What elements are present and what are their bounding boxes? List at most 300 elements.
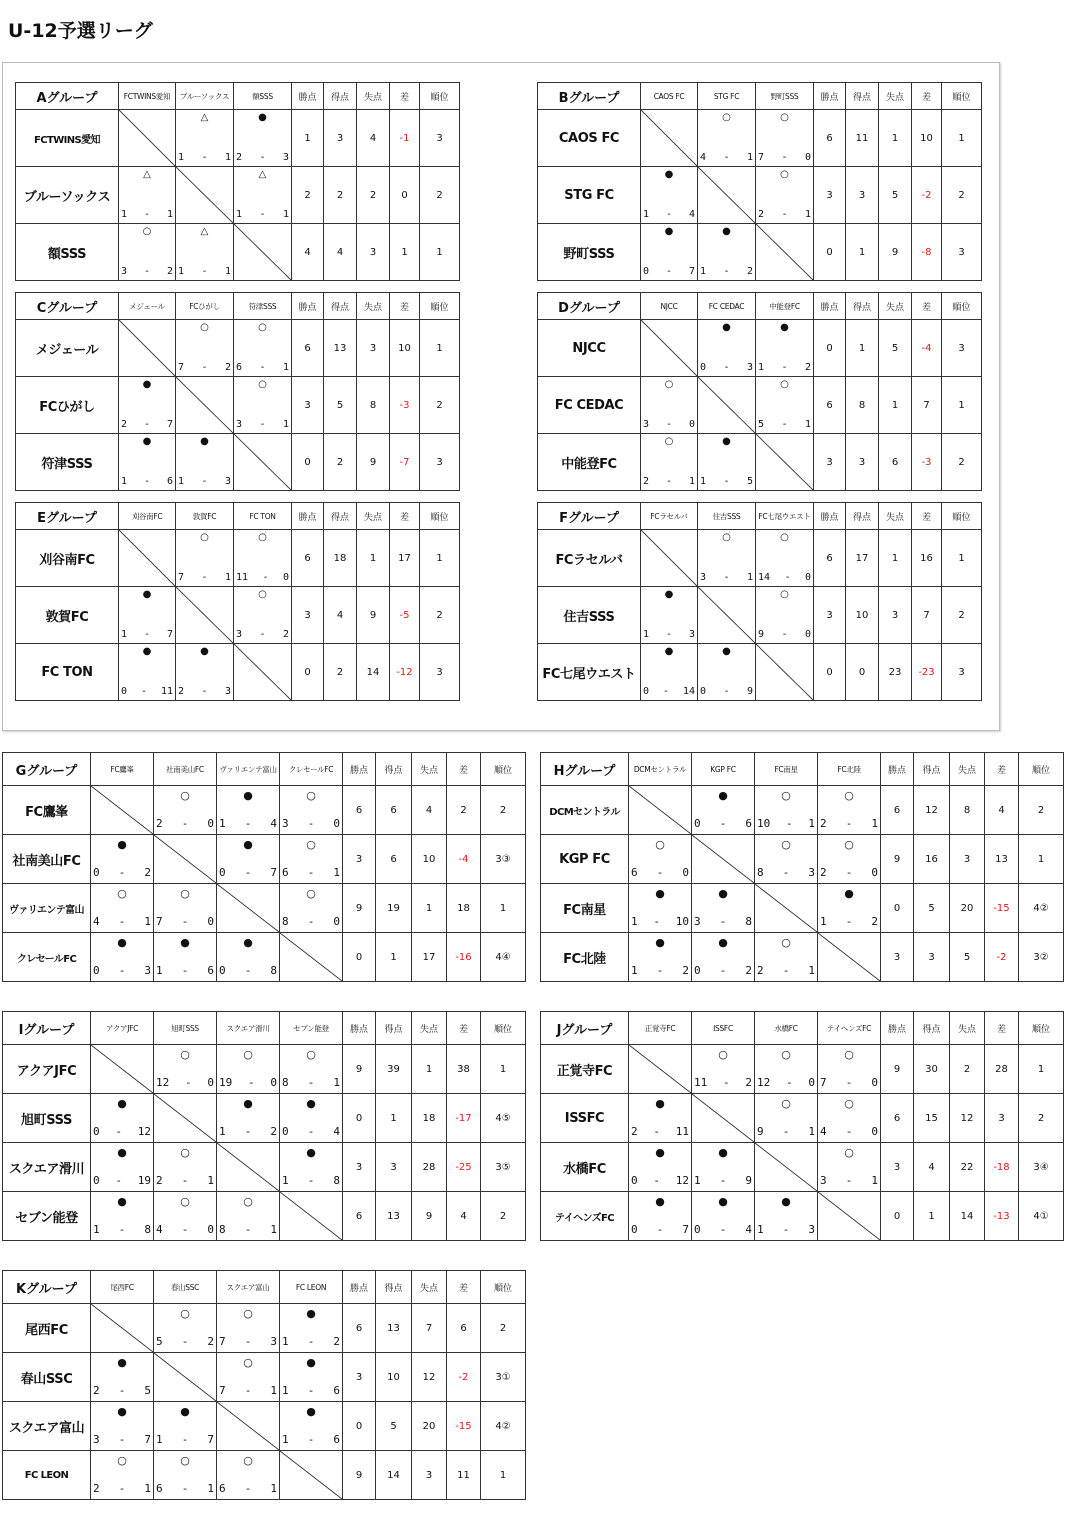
score-for: 1 <box>219 817 226 830</box>
group-name: Iグループ <box>3 1012 91 1045</box>
match-result-cell <box>217 1451 280 1500</box>
score-separator: - <box>719 915 727 928</box>
match-score <box>236 362 289 373</box>
stat-points: 3 <box>292 377 324 434</box>
score-for: 2 <box>643 476 650 487</box>
score-separator: - <box>181 1482 189 1495</box>
group-name: Aグループ <box>16 83 119 110</box>
table-row <box>538 224 982 281</box>
result-mark-icon: ● <box>258 112 267 123</box>
table-row <box>538 167 982 224</box>
stat-goals-for: 5 <box>914 884 950 933</box>
score-separator: - <box>845 915 853 928</box>
match-score <box>757 1224 815 1235</box>
match-result-cell <box>91 1094 154 1143</box>
stat-goals-for: 18 <box>324 530 357 587</box>
stat-points: 4 <box>292 224 324 281</box>
score-for: 1 <box>631 964 638 977</box>
stat-points: 9 <box>343 1451 376 1500</box>
score-separator: - <box>181 915 189 928</box>
result-mark-icon: ● <box>306 1307 316 1320</box>
self-match-cell <box>176 167 234 224</box>
result-mark-icon: ○ <box>718 1048 728 1061</box>
team-name: DCMセントラル <box>541 786 629 835</box>
stat-goal-difference: -1 <box>390 110 420 167</box>
stat-rank: 3 <box>420 644 460 701</box>
score-separator: - <box>115 1125 122 1138</box>
match-result-cell <box>119 434 176 491</box>
opponent-header: アクアJFC <box>91 1012 154 1045</box>
result-mark-icon: ○ <box>655 838 665 851</box>
result-mark-icon: ● <box>722 226 731 237</box>
self-match-cell <box>91 1304 154 1353</box>
team-name: FC LEON <box>3 1451 91 1500</box>
match-result-cell <box>91 1402 154 1451</box>
result-mark-icon: ○ <box>722 112 731 123</box>
score-against: 11 <box>160 686 173 697</box>
stat-header: 順位 <box>481 1012 526 1045</box>
stat-points: 6 <box>343 786 376 835</box>
stat-points: 6 <box>881 786 914 835</box>
stat-rank: 2 <box>481 1192 526 1241</box>
match-result-cell <box>154 933 217 982</box>
stat-header: 順位 <box>942 83 982 110</box>
match-score <box>236 209 289 220</box>
match-score <box>178 266 231 277</box>
result-mark-icon: ● <box>781 1195 791 1208</box>
score-separator: - <box>786 1076 793 1089</box>
match-result-cell <box>217 1304 280 1353</box>
score-for: 0 <box>219 964 226 977</box>
stat-goal-difference: 16 <box>912 530 942 587</box>
score-against: 0 <box>871 866 878 879</box>
stat-goal-difference: -2 <box>985 933 1019 982</box>
stat-header: 得点 <box>376 1271 412 1304</box>
score-separator: - <box>140 686 147 697</box>
team-name: CAOS FC <box>538 110 641 167</box>
match-score <box>758 572 811 583</box>
stat-goal-difference: -3 <box>390 377 420 434</box>
match-result-cell <box>280 1094 343 1143</box>
score-separator: - <box>118 964 126 977</box>
score-separator: - <box>201 152 208 163</box>
score-separator: - <box>259 209 266 220</box>
self-match-cell <box>154 1353 217 1402</box>
score-for: 7 <box>178 362 185 373</box>
match-score <box>93 965 151 976</box>
group-table <box>15 502 460 701</box>
stat-goals-for: 3 <box>846 434 879 491</box>
match-result-cell <box>91 1353 154 1402</box>
stat-header: 順位 <box>420 83 460 110</box>
stat-goals-for: 8 <box>846 377 879 434</box>
match-score <box>93 867 151 878</box>
opponent-header: ヴァリエンテ富山 <box>217 753 280 786</box>
team-name: 社南美山FC <box>3 835 91 884</box>
stat-goals-against: 5 <box>950 933 985 982</box>
match-score <box>631 1175 689 1186</box>
result-mark-icon: ○ <box>780 589 789 600</box>
stat-header: 失点 <box>412 1012 447 1045</box>
opponent-header: 野町SSS <box>756 83 814 110</box>
table-row <box>541 1143 1064 1192</box>
score-against: 14 <box>682 686 695 697</box>
stat-header: 勝点 <box>292 83 324 110</box>
match-score <box>219 1336 277 1347</box>
match-score <box>694 1077 752 1088</box>
score-against: 4 <box>333 1125 340 1138</box>
stat-goal-difference: -2 <box>912 167 942 224</box>
match-score <box>631 867 689 878</box>
score-for: 1 <box>631 915 638 928</box>
match-result-cell <box>280 786 343 835</box>
match-result-cell <box>234 167 292 224</box>
stat-goal-difference: 7 <box>912 587 942 644</box>
team-name: スクエア富山 <box>3 1402 91 1451</box>
team-name: ヴァリエンテ富山 <box>3 884 91 933</box>
result-mark-icon: ● <box>117 1405 127 1418</box>
result-mark-icon: ○ <box>780 532 789 543</box>
score-separator: - <box>845 817 853 830</box>
stat-header: 得点 <box>914 1012 950 1045</box>
stat-goals-against: 1 <box>412 884 447 933</box>
team-name: セブン能登 <box>3 1192 91 1241</box>
score-against: 1 <box>746 152 753 163</box>
stat-goals-for: 4 <box>324 224 357 281</box>
score-for: 11 <box>694 1076 708 1089</box>
match-result-cell <box>629 835 692 884</box>
stat-header: 差 <box>447 1271 481 1304</box>
stat-goals-against: 5 <box>879 320 912 377</box>
score-separator: - <box>781 419 788 430</box>
score-against: 3 <box>808 866 815 879</box>
stat-points: 0 <box>881 884 914 933</box>
match-result-cell <box>91 933 154 982</box>
score-against: 1 <box>282 419 289 430</box>
match-score <box>282 867 340 878</box>
match-score <box>121 629 173 640</box>
match-result-cell <box>692 884 755 933</box>
stat-goal-difference: 13 <box>985 835 1019 884</box>
stat-goals-for: 15 <box>914 1094 950 1143</box>
result-mark-icon: ● <box>722 646 731 657</box>
group-name: Jグループ <box>541 1012 629 1045</box>
stat-goals-against: 9 <box>412 1192 447 1241</box>
score-against: 1 <box>270 1482 277 1495</box>
stat-rank: 2 <box>481 786 526 835</box>
score-for: 1 <box>282 1174 289 1187</box>
stat-goals-for: 17 <box>846 530 879 587</box>
self-match-cell <box>698 377 756 434</box>
self-match-cell <box>91 1045 154 1094</box>
stat-goals-for: 12 <box>914 786 950 835</box>
match-score <box>700 686 753 697</box>
stat-goals-for: 2 <box>324 167 357 224</box>
score-for: 1 <box>236 209 243 220</box>
result-mark-icon: ○ <box>306 838 316 851</box>
stat-points: 0 <box>881 1192 914 1241</box>
stat-points: 6 <box>814 377 846 434</box>
match-result-cell <box>119 587 176 644</box>
stat-header: 得点 <box>324 83 357 110</box>
stat-goals-for: 1 <box>846 320 879 377</box>
score-separator: - <box>118 1223 126 1236</box>
stat-goals-against: 12 <box>412 1353 447 1402</box>
match-score <box>156 916 214 927</box>
stat-header: 順位 <box>420 293 460 320</box>
score-separator: - <box>781 362 788 373</box>
score-for: 1 <box>156 964 163 977</box>
score-against: 1 <box>270 1223 277 1236</box>
stat-rank: 3 <box>420 434 460 491</box>
stat-rank: 1 <box>481 1451 526 1500</box>
score-separator: - <box>845 1076 853 1089</box>
table-row <box>541 1192 1064 1241</box>
result-mark-icon: ● <box>243 936 253 949</box>
match-score <box>758 419 811 430</box>
stat-header: 失点 <box>357 83 390 110</box>
score-separator: - <box>244 1482 252 1495</box>
opponent-header: FC七尾ウエスト <box>756 503 814 530</box>
score-against: 0 <box>207 817 214 830</box>
match-score <box>700 362 753 373</box>
stat-header: 差 <box>390 293 420 320</box>
score-for: 0 <box>121 686 128 697</box>
stat-goals-for: 3 <box>914 933 950 982</box>
self-match-cell <box>176 587 234 644</box>
stat-points: 6 <box>292 320 324 377</box>
match-result-cell <box>692 933 755 982</box>
team-name: STG FC <box>538 167 641 224</box>
result-mark-icon: ● <box>655 1097 665 1110</box>
score-for: 1 <box>643 209 650 220</box>
score-separator: - <box>262 572 269 583</box>
stat-rank: 3 <box>942 224 982 281</box>
score-for: 9 <box>758 629 765 640</box>
team-name: ISSFC <box>541 1094 629 1143</box>
stat-goals-against: 20 <box>412 1402 447 1451</box>
result-mark-icon: ● <box>844 887 854 900</box>
match-score <box>156 1175 214 1186</box>
score-separator: - <box>782 1223 790 1236</box>
match-score <box>631 965 689 976</box>
score-separator: - <box>665 629 673 640</box>
result-mark-icon: ○ <box>844 1097 854 1110</box>
score-for: 0 <box>694 1223 701 1236</box>
score-against: 8 <box>270 964 277 977</box>
stat-goal-difference: -4 <box>912 320 942 377</box>
result-mark-icon: ● <box>655 1195 665 1208</box>
stat-rank: 4⑤ <box>481 1094 526 1143</box>
score-for: 1 <box>758 362 765 373</box>
stat-goals-against: 28 <box>412 1143 447 1192</box>
result-mark-icon: ● <box>655 936 665 949</box>
team-name: 中能登FC <box>538 434 641 491</box>
score-against: 1 <box>804 419 811 430</box>
team-name: テイヘンズFC <box>541 1192 629 1241</box>
score-separator: - <box>201 362 208 373</box>
score-against: 1 <box>144 1482 151 1495</box>
stat-header: 得点 <box>376 753 412 786</box>
match-result-cell <box>234 377 292 434</box>
result-mark-icon: ○ <box>243 1048 253 1061</box>
table-row <box>3 1045 526 1094</box>
result-mark-icon: ● <box>655 887 665 900</box>
table-row <box>538 434 982 491</box>
score-separator: - <box>181 817 189 830</box>
score-separator: - <box>723 572 730 583</box>
match-score <box>236 419 289 430</box>
score-against: 1 <box>688 476 695 487</box>
stat-points: 6 <box>881 1094 914 1143</box>
team-name: 尾西FC <box>3 1304 91 1353</box>
match-result-cell <box>629 884 692 933</box>
match-result-cell <box>818 1045 881 1094</box>
score-against: 2 <box>270 1125 277 1138</box>
team-name: ブルーソックス <box>16 167 119 224</box>
score-separator: - <box>259 419 266 430</box>
score-separator: - <box>845 866 853 879</box>
stat-rank: 2 <box>420 167 460 224</box>
score-against: 3 <box>224 686 231 697</box>
team-name: NJCC <box>538 320 641 377</box>
match-score <box>156 1224 214 1235</box>
team-name: FC TON <box>16 644 119 701</box>
stat-points: 6 <box>343 1192 376 1241</box>
score-separator: - <box>259 362 266 373</box>
opponent-header: 社南美山FC <box>154 753 217 786</box>
match-result-cell <box>818 786 881 835</box>
match-score <box>219 1385 277 1396</box>
stat-goals-against: 4 <box>357 110 390 167</box>
stat-rank: 2 <box>1019 1094 1064 1143</box>
opponent-header: CAOS FC <box>641 83 698 110</box>
stat-goal-difference: 7 <box>912 377 942 434</box>
score-for: 1 <box>757 1223 764 1236</box>
self-match-cell <box>698 587 756 644</box>
score-for: 9 <box>757 1125 764 1138</box>
self-match-cell <box>755 1143 818 1192</box>
score-for: 8 <box>282 915 289 928</box>
stat-header: 失点 <box>357 293 390 320</box>
score-against: 7 <box>144 1433 151 1446</box>
score-against: 2 <box>166 266 173 277</box>
stat-points: 3 <box>881 933 914 982</box>
score-for: 2 <box>178 686 185 697</box>
result-mark-icon: △ <box>200 226 209 237</box>
score-for: 0 <box>93 1125 100 1138</box>
stat-points: 3 <box>814 434 846 491</box>
self-match-cell <box>629 1045 692 1094</box>
match-score <box>282 1434 340 1445</box>
stat-goal-difference: 17 <box>390 530 420 587</box>
stat-goal-difference: 1 <box>390 224 420 281</box>
group-name: Hグループ <box>541 753 629 786</box>
stat-rank: 4② <box>1019 884 1064 933</box>
score-separator: - <box>307 1076 315 1089</box>
match-result-cell <box>176 320 234 377</box>
stat-goal-difference: -25 <box>447 1143 481 1192</box>
result-mark-icon: ○ <box>664 436 674 447</box>
stat-header: 順位 <box>481 753 526 786</box>
self-match-cell <box>698 167 756 224</box>
opponent-header: 敦賀FC <box>176 503 234 530</box>
result-mark-icon: ○ <box>200 532 209 543</box>
stat-goals-against: 6 <box>879 434 912 491</box>
stat-header: 差 <box>985 753 1019 786</box>
stat-rank: 3② <box>1019 933 1064 982</box>
match-result-cell <box>641 224 698 281</box>
result-mark-icon: ● <box>718 1195 728 1208</box>
score-for: 3 <box>694 915 701 928</box>
result-mark-icon: ● <box>306 1405 316 1418</box>
self-match-cell <box>818 1192 881 1241</box>
match-score <box>758 629 811 640</box>
match-result-cell <box>698 224 756 281</box>
match-result-cell <box>692 786 755 835</box>
stat-header: 勝点 <box>343 1012 376 1045</box>
team-name: アクアJFC <box>3 1045 91 1094</box>
self-match-cell <box>234 644 292 701</box>
score-for: 2 <box>93 1384 100 1397</box>
stat-header: 失点 <box>357 503 390 530</box>
stat-rank: 3 <box>420 110 460 167</box>
score-separator: - <box>786 817 793 830</box>
match-score <box>156 1483 214 1494</box>
match-score <box>156 1077 214 1088</box>
stat-goals-against: 8 <box>357 377 390 434</box>
opponent-header: 中能登FC <box>756 293 814 320</box>
score-against: 0 <box>207 1076 214 1089</box>
stat-goals-against: 3 <box>357 320 390 377</box>
score-against: 5 <box>144 1384 151 1397</box>
match-score <box>758 362 811 373</box>
score-for: 11 <box>236 572 249 583</box>
stat-goals-for: 5 <box>376 1402 412 1451</box>
group-table <box>540 752 1064 982</box>
stat-goals-for: 4 <box>324 587 357 644</box>
stat-goal-difference: 3 <box>985 1094 1019 1143</box>
score-against: 0 <box>804 572 811 583</box>
stat-goals-for: 2 <box>324 644 357 701</box>
match-result-cell <box>280 1045 343 1094</box>
score-for: 19 <box>219 1076 233 1089</box>
match-score <box>700 572 753 583</box>
result-mark-icon: ○ <box>180 1146 190 1159</box>
result-mark-icon: ○ <box>142 226 152 237</box>
self-match-cell <box>641 110 698 167</box>
table-row <box>541 933 1064 982</box>
stat-header: 順位 <box>942 293 982 320</box>
score-separator: - <box>781 209 788 220</box>
score-against: 1 <box>804 209 811 220</box>
stat-goals-for: 2 <box>324 434 357 491</box>
match-score <box>156 818 214 829</box>
score-against: 3 <box>746 362 753 373</box>
team-name: 春山SSC <box>3 1353 91 1402</box>
match-score <box>757 867 815 878</box>
match-result-cell <box>698 434 756 491</box>
score-for: 6 <box>282 866 289 879</box>
result-mark-icon: ○ <box>243 1356 253 1369</box>
stat-header: 勝点 <box>881 753 914 786</box>
stat-rank: 2 <box>1019 786 1064 835</box>
match-score <box>758 209 811 220</box>
stat-points: 0 <box>814 320 846 377</box>
stat-goals-for: 0 <box>846 644 879 701</box>
result-mark-icon: ● <box>142 589 152 600</box>
team-name: FC鷹峯 <box>3 786 91 835</box>
